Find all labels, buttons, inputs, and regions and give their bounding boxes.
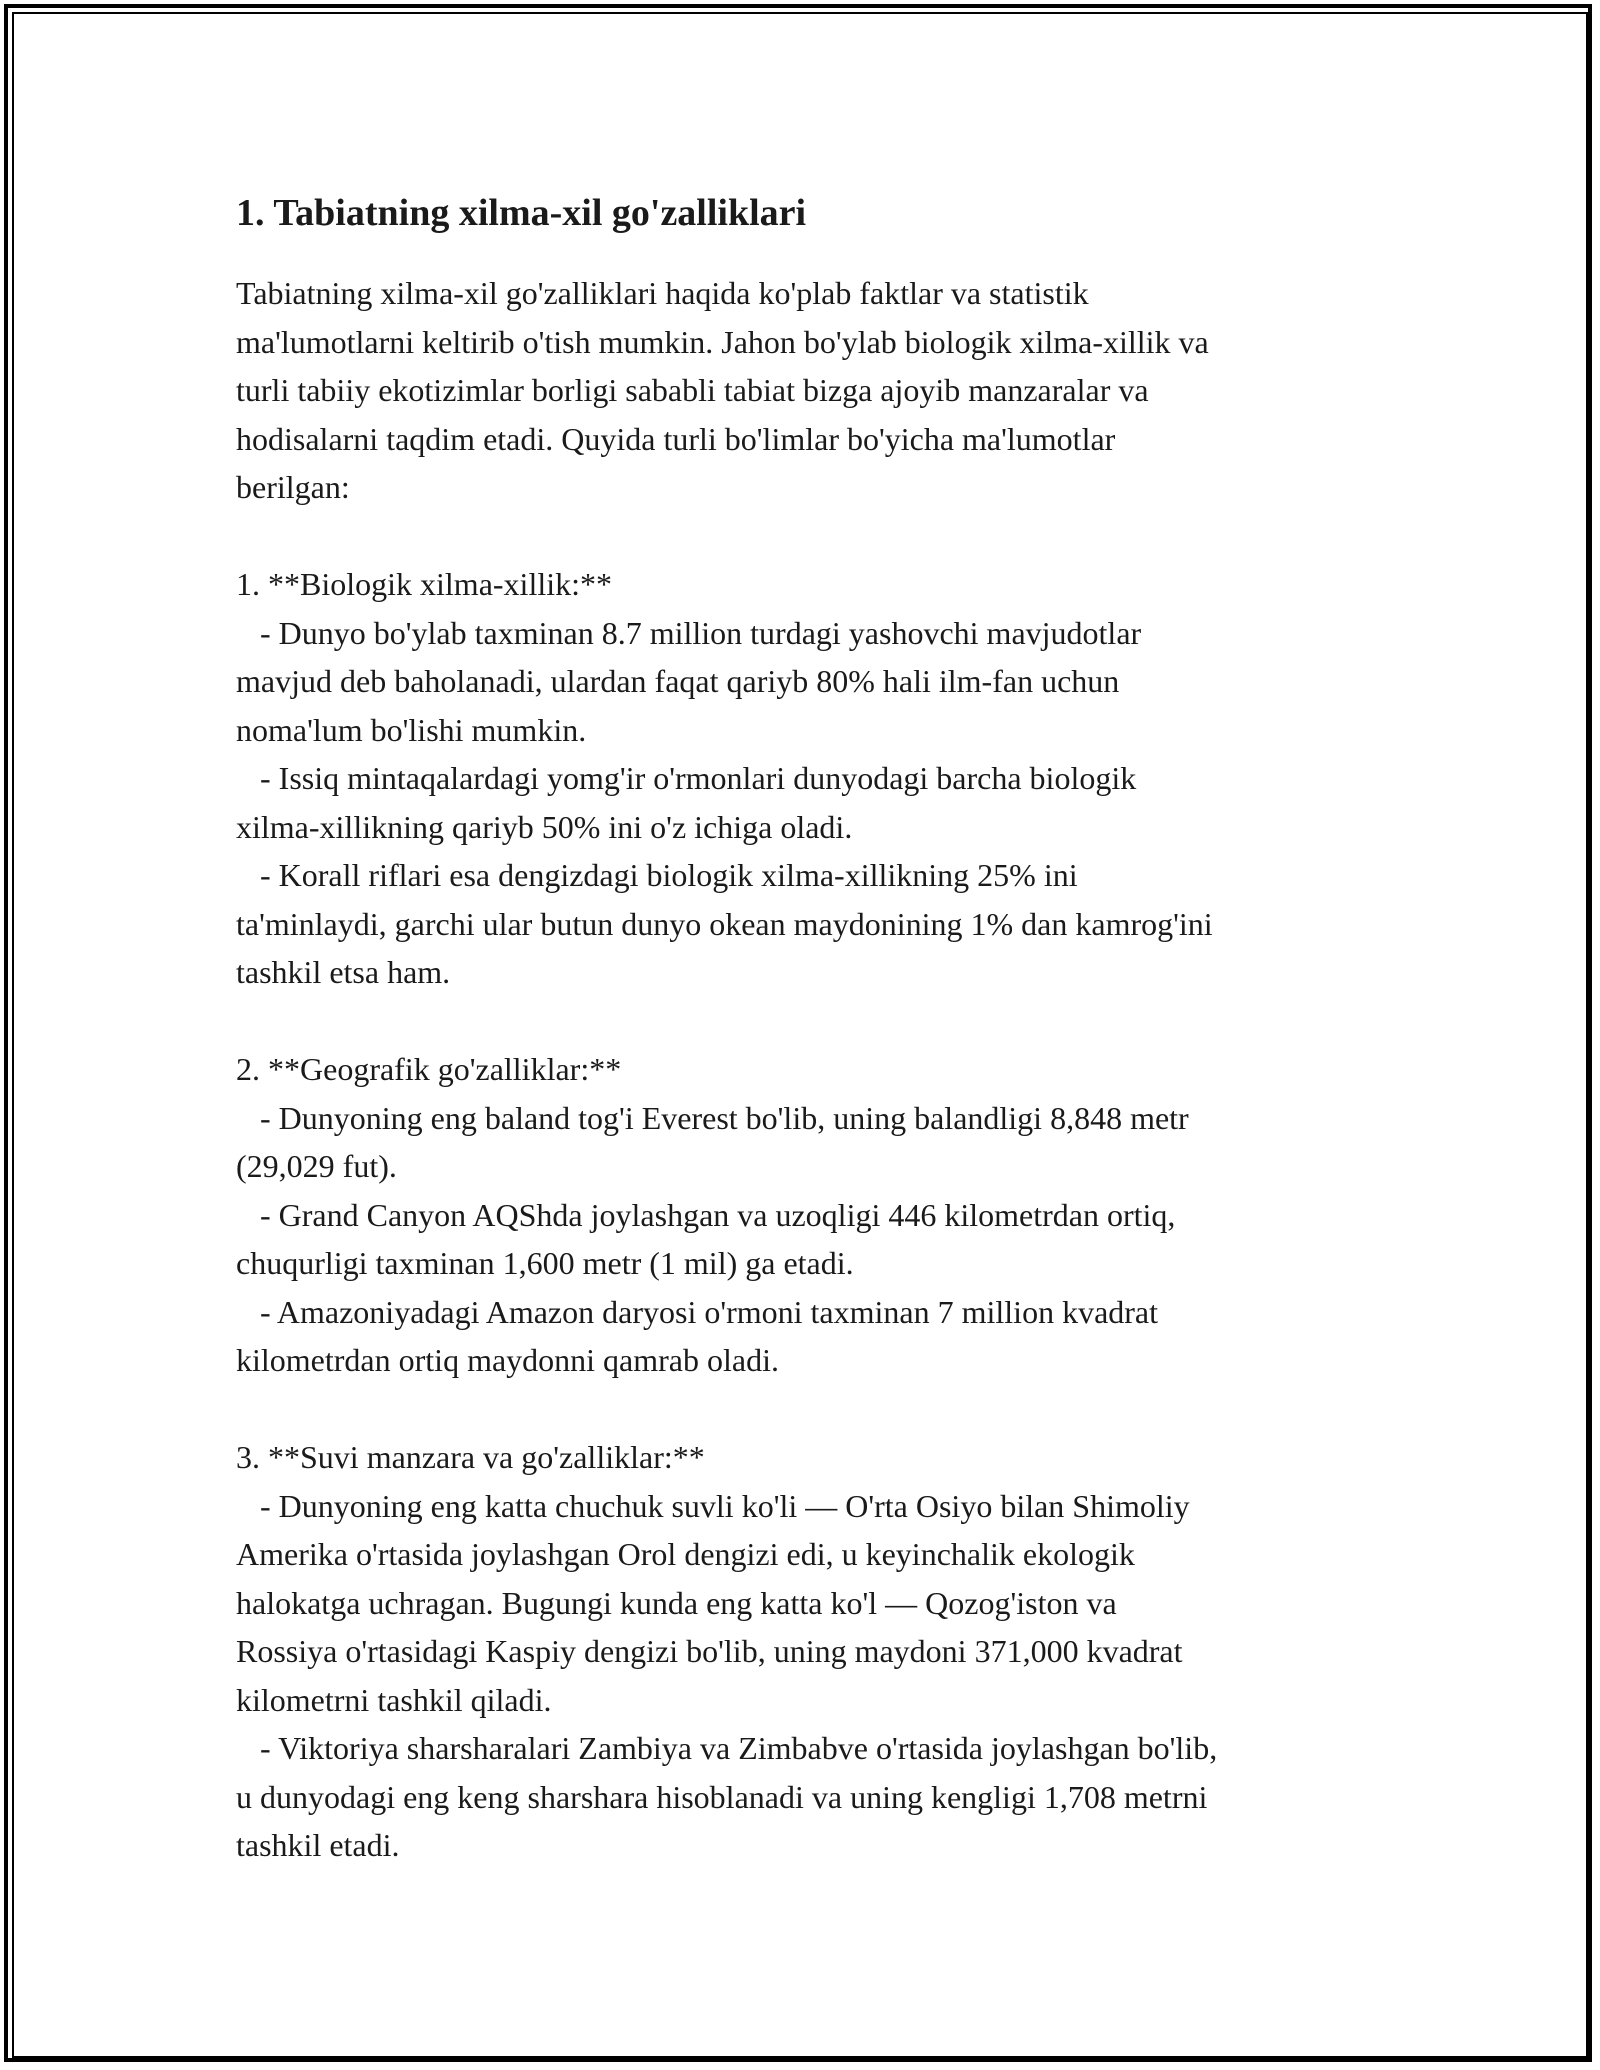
section-line: tashkil etsa ham. [236, 954, 451, 990]
section-line: tashkil etadi. [236, 1827, 400, 1863]
section-line: noma'lum bo'lishi mumkin. [236, 711, 587, 748]
section-line: Rossiya o'rtasidagi Kaspiy dengizi bo'lib, uning maydoni 371,000 kvadrat [236, 1633, 1183, 1669]
section-line: kilometrdan ortiq maydonni qamrab oladi. [236, 1342, 779, 1378]
section-line: Amerika o'rtasida joylashgan Orol dengizi edi, u keyinchalik ekologik [236, 1536, 1135, 1572]
section-line: - Viktoriya sharsharalari Zambiya va Zimbabve o'rtasida joylashgan bo'lib, [236, 1730, 1218, 1766]
document-body [236, 185, 1376, 1870]
section-line: chuqurligi taxminan 1,600 metr (1 mil) ga etadi. [236, 1245, 854, 1281]
spacer [236, 997, 1376, 1046]
spacer [236, 512, 1376, 561]
section-line: - Dunyo bo'ylab taxminan 8.7 million turdagi yashovchi mavjudotlar [236, 614, 1142, 651]
intro-line: turli tabiiy ekotizimlar borligi sababli tabiat bizga ajoyib manzaralar va [236, 372, 1149, 408]
intro-paragraph [236, 269, 1376, 512]
intro-line: Tabiatning xilma-xil go'zalliklari haqida ko'plab faktlar va statistik [236, 275, 1089, 311]
section-heading: 1. **Biologik xilma-xillik:** [236, 566, 612, 602]
section-water [236, 1433, 1376, 1870]
section-line: - Dunyoning eng katta chuchuk suvli ko'li — O'rta Osiyo bilan Shimoliy [236, 1487, 1190, 1524]
section-line: - Amazoniyadagi Amazon daryosi o'rmoni taxminan 7 million kvadrat [236, 1293, 1159, 1330]
section-heading: 3. **Suvi manzara va go'zalliklar:** [236, 1439, 705, 1475]
section-line: - Korall riflari esa dengizdagi biologik xilma-xillikning 25% ini [236, 857, 1078, 893]
section-line: - Issiq mintaqalardagi yomg'ir o'rmonlari dunyodagi barcha biologik [236, 760, 1137, 796]
section-line: kilometrni tashkil qiladi. [236, 1681, 552, 1718]
section-biodiversity [236, 560, 1376, 997]
section-line: - Grand Canyon AQShda joylashgan va uzoqligi 446 kilometrdan ortiq, [236, 1196, 1176, 1233]
section-geography [236, 1045, 1376, 1385]
section-line: mavjud deb baholanadi, ulardan faqat qariyb 80% hali ilm-fan uchun [236, 663, 1120, 699]
section-line: - Dunyoning eng baland tog'i Everest bo'lib, uning balandligi 8,848 metr [236, 1099, 1189, 1136]
intro-line: hodisalarni taqdim etadi. Quyida turli bo'limlar bo'yicha ma'lumotlar [236, 420, 1116, 457]
section-line: xilma-xillikning qariyb 50% ini o'z ichiga oladi. [236, 808, 853, 845]
section-line: halokatga uchragan. Bugungi kunda eng katta ko'l — Qozog'iston va [236, 1584, 1117, 1621]
section-heading: 2. **Geografik go'zalliklar:** [236, 1051, 622, 1087]
section-line: u dunyodagi eng keng sharshara hisoblanadi va uning kengligi 1,708 metrni [236, 1778, 1208, 1815]
intro-line: ma'lumotlarni keltirib o'tish mumkin. Jahon bo'ylab biologik xilma-xillik va [236, 323, 1209, 360]
section-line: (29,029 fut). [236, 1148, 397, 1184]
spacer [236, 1385, 1376, 1434]
intro-line: berilgan: [236, 469, 350, 505]
section-line: ta'minlaydi, garchi ular butun dunyo okean maydonining 1% dan kamrog'ini [236, 905, 1213, 942]
page-title: 1. Tabiatning xilma-xil go'zalliklari [236, 192, 807, 234]
